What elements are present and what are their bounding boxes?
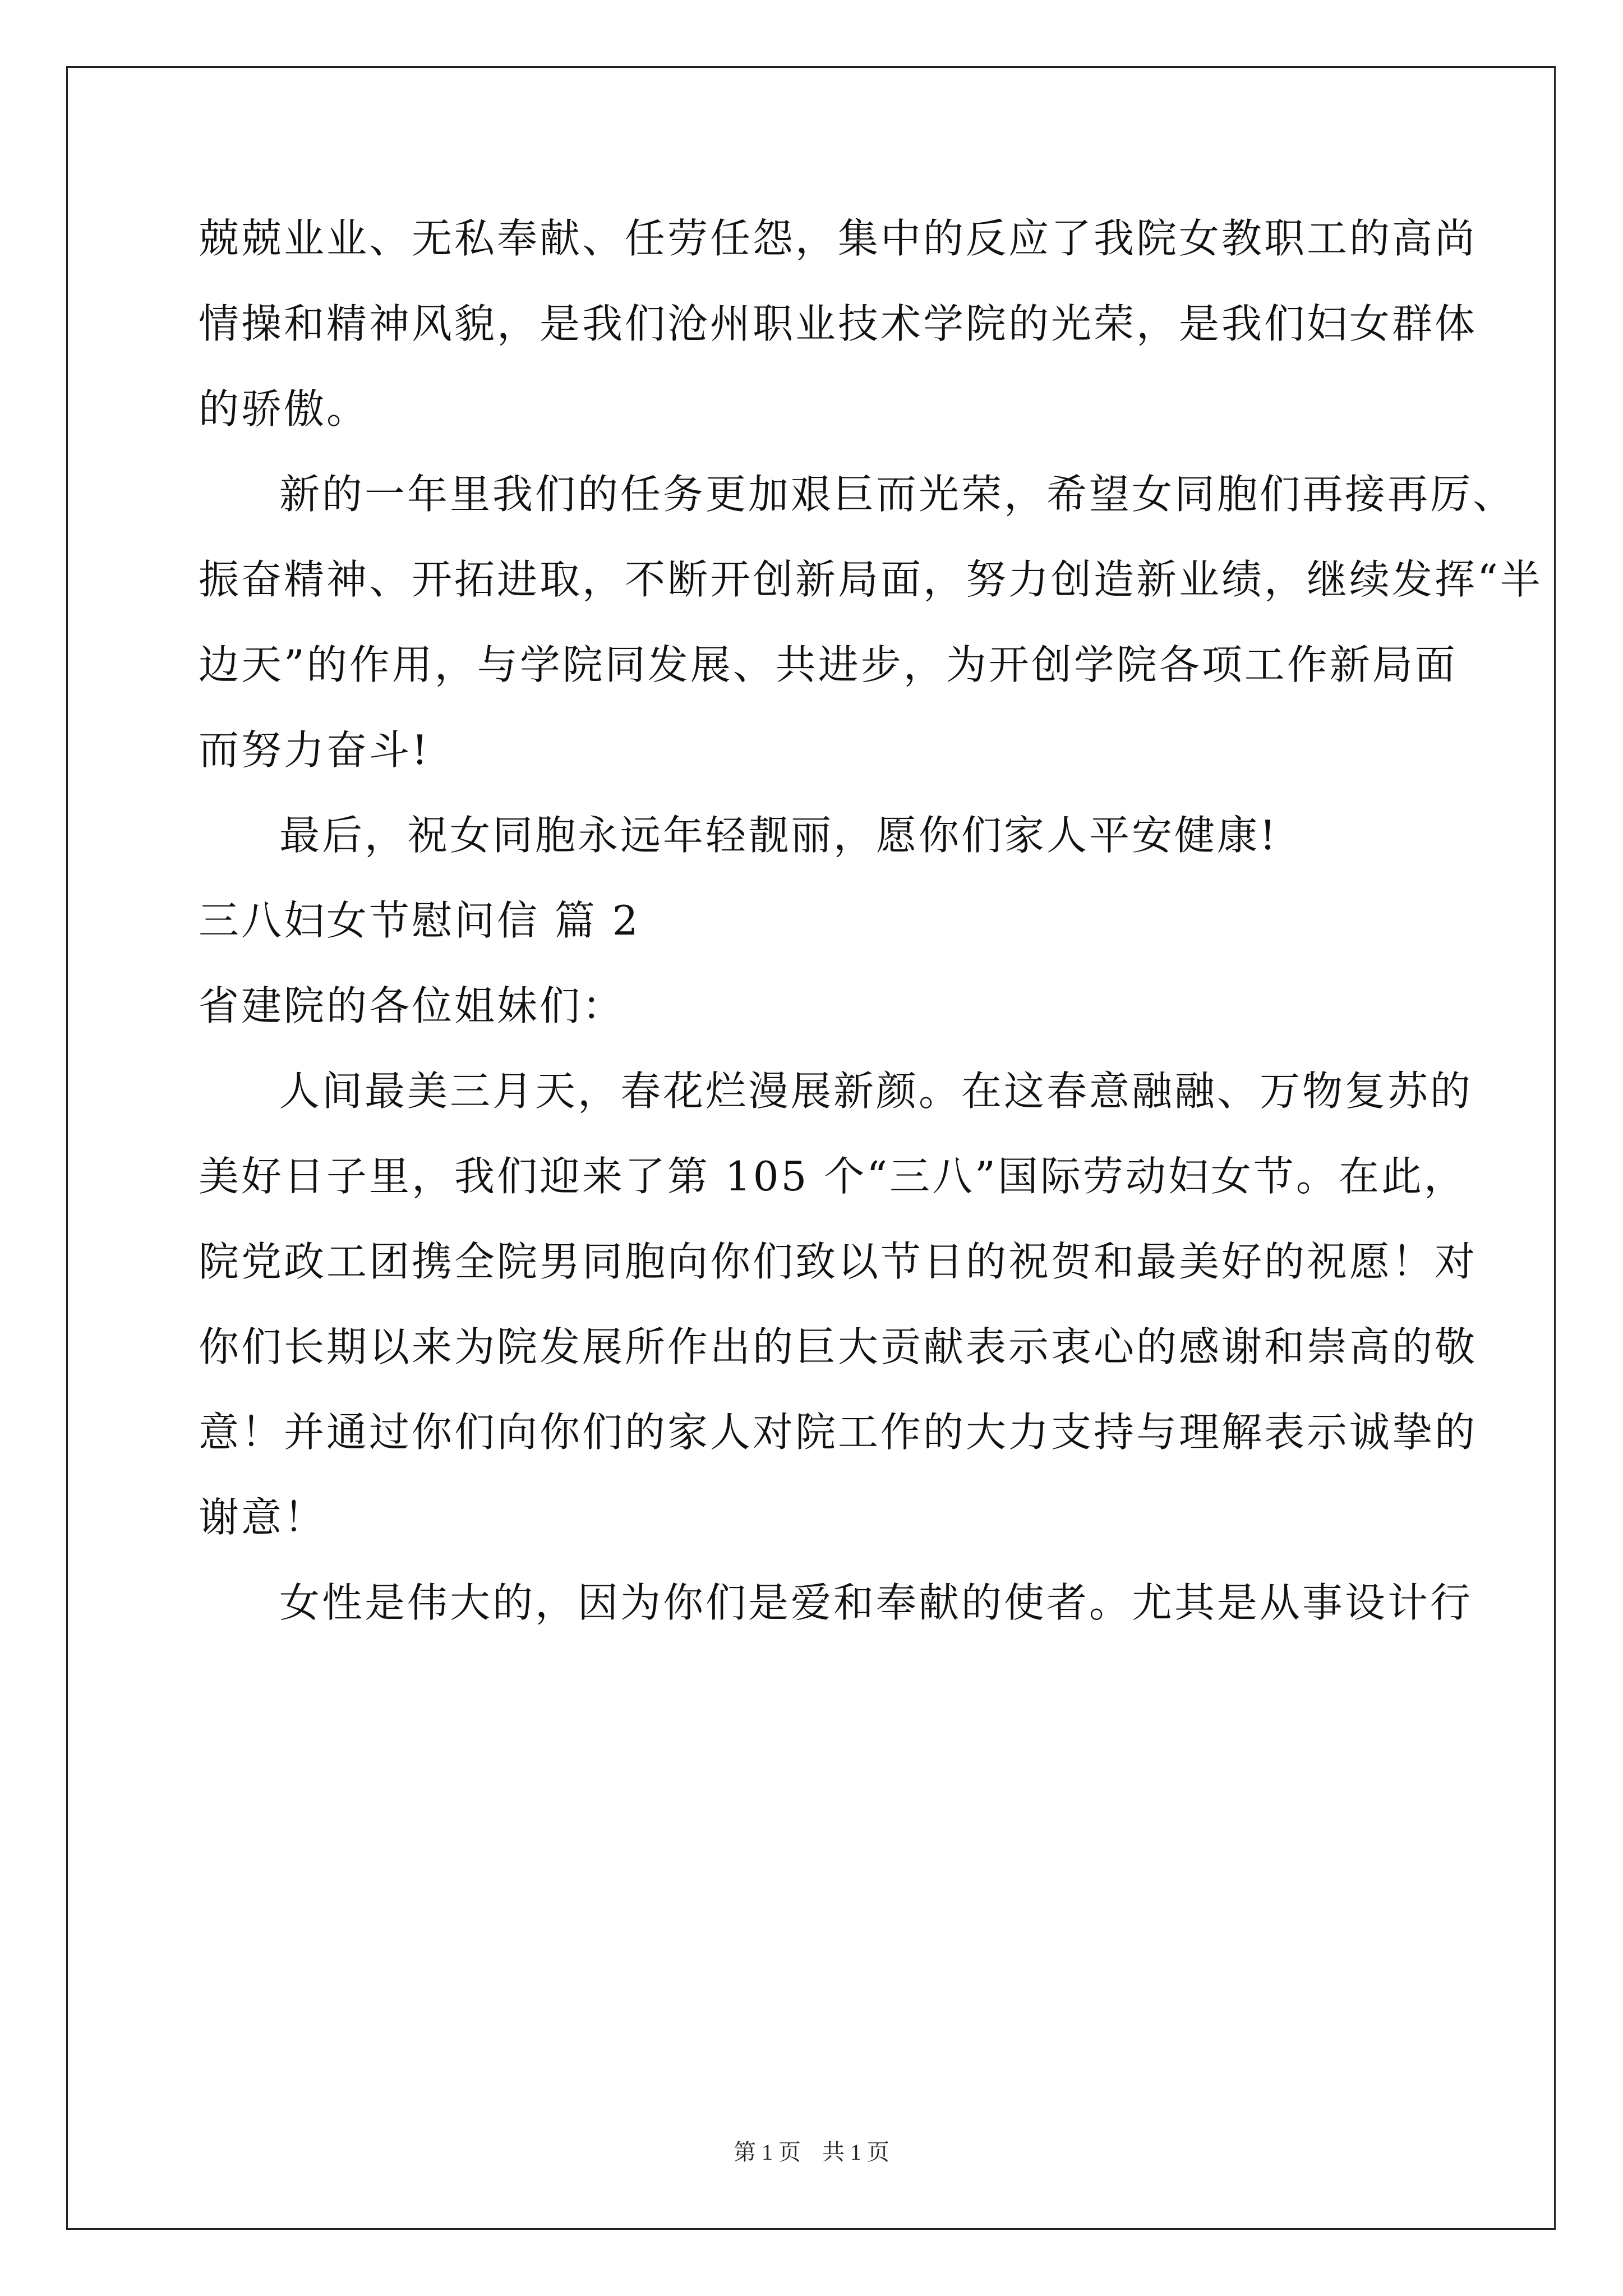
paragraph-line: 美好日子里，我们迎来了第 105 个“三八”国际劳动妇女节。在此， [199,1153,1467,1200]
paragraph-line: 而努力奋斗! [199,726,430,774]
paragraph-line: 人间最美三月天，春花烂漫展新颜。在这春意融融、万物复苏的 [279,1068,1473,1115]
paragraph-line: 兢兢业业、无私奉献、任劳任怨，集中的反应了我院女教职工的高尚 [199,215,1478,262]
paragraph-line: 情操和精神风貌，是我们沧州职业技术学院的光荣，是我们妇女群体 [199,300,1478,347]
salutation: 省建院的各位姐妹们： [199,982,625,1029]
paragraph-line: 你们长期以来为院发展所作出的巨大贡献表示衷心的感谢和崇高的敬 [199,1323,1478,1370]
paragraph-line: 院党政工团携全院男同胞向你们致以节日的祝贺和最美好的祝愿！对 [199,1238,1478,1285]
paragraph-line: 谢意！ [199,1494,327,1541]
paragraph-line: 边天”的作用，与学院同发展、共进步，为开创学院各项工作新局面 [199,641,1458,688]
page-total: 共 1 页 [822,2139,889,2165]
paragraph-line: 意！并通过你们向你们的家人对院工作的大力支持与理解表示诚挚的 [199,1409,1478,1456]
page-number: 第 1 页 [734,2139,801,2165]
paragraph-line: 最后，祝女同胞永远年轻靓丽，愿你们家人平安健康! [279,812,1278,859]
section-heading: 三八妇女节慰问信 篇 2 [199,897,640,944]
paragraph-line: 女性是伟大的，因为你们是爱和奉献的使者。尤其是从事设计行 [279,1579,1473,1626]
page-footer [0,2134,1623,2166]
paragraph-line: 新的一年里我们的任务更加艰巨而光荣，希望女同胞们再接再厉、 [279,471,1516,518]
paragraph-line: 的骄傲。 [199,385,370,432]
paragraph-line: 振奋精神、开拓进取，不断开创新局面，努力创造新业绩，继续发挥“半 [199,556,1543,603]
